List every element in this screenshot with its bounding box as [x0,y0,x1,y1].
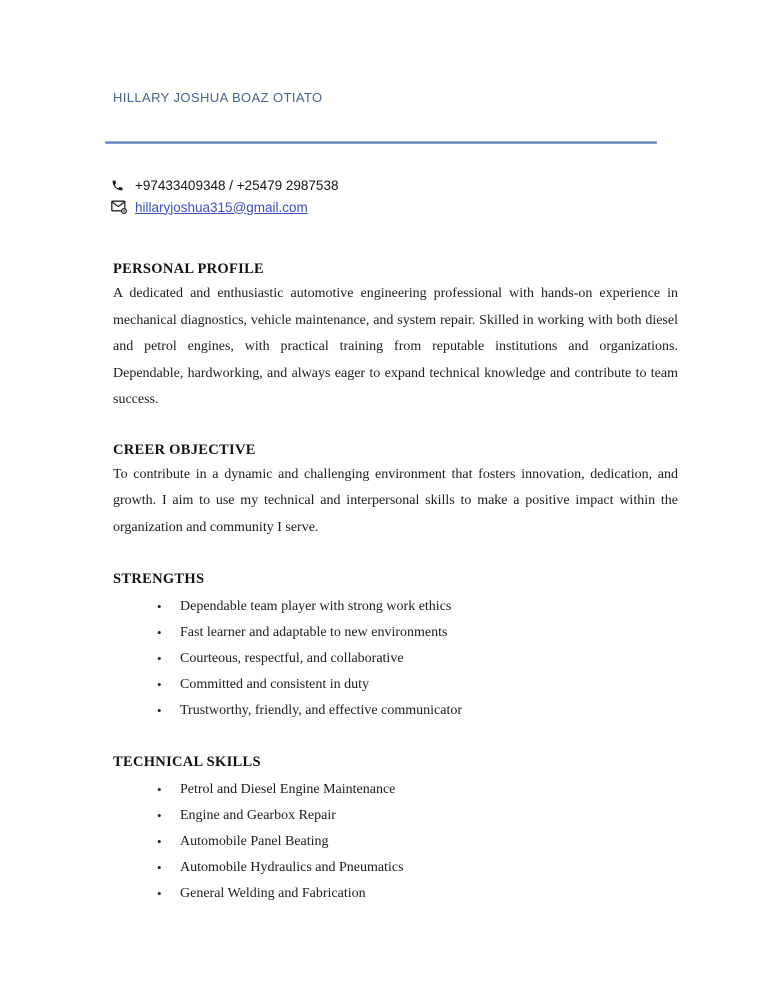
email-icon [111,200,128,214]
section-heading-technical-skills: TECHNICAL SKILLS [113,754,261,770]
list-item: • Courteous, respectful, and collaborative [157,646,637,672]
email-link[interactable]: hillaryjoshua315@gmail.com [135,199,308,215]
header-divider-rule [105,141,657,144]
list-item: • Committed and consistent in duty [157,672,637,698]
document-owner-name: HILLARY JOSHUA BOAZ OTIATO [113,90,323,105]
list-item: • Fast learner and adaptable to new environments [157,620,637,646]
phone-icon [111,179,128,192]
phone-row [111,174,768,196]
section-heading-personal-profile: PERSONAL PROFILE [113,261,265,277]
list-item: • Automobile Hydraulics and Pneumatics [157,855,637,881]
list-item: • Petrol and Diesel Engine Maintenance [157,777,637,803]
section-career-objective [0,440,768,542]
section-strengths [0,569,768,724]
section-personal-profile [0,259,768,414]
section-heading-strengths: STRENGTHS [113,571,205,587]
list-item: • General Welding and Fabrication [157,881,637,907]
strengths-list [157,594,637,724]
section-heading-career-objective: CREER OBJECTIVE [113,441,256,458]
list-item: • Automobile Panel Beating [157,829,637,855]
list-item: • Dependable team player with strong work ethics [157,594,637,620]
career-objective-paragraph: To contribute in a dynamic and challenging environment that fosters innovation, dedication, and growth. I aim to use my technical and interpersonal skills to make a positive impact within the organization and community I serve. [113,466,678,535]
personal-profile-paragraph: A dedicated and enthusiastic automotive engineering professional with hands-on experience in mechanical diagnostics, vehicle maintenance, and system repair. Skilled in working with both diesel and petrol engines, with practical training from reputable institutions and organizations. Dependable, hardworking, and always eager to expand technical knowledge and contribute to team success. [113,286,678,407]
technical-skills-list [157,777,637,907]
email-row [111,196,768,218]
contact-block [111,174,768,218]
list-item: • Trustworthy, friendly, and effective communicator [157,698,637,724]
section-technical-skills [0,752,768,907]
phone-number: +97433409348 / +25479 2987538 [135,177,339,193]
list-item: • Engine and Gearbox Repair [157,803,637,829]
